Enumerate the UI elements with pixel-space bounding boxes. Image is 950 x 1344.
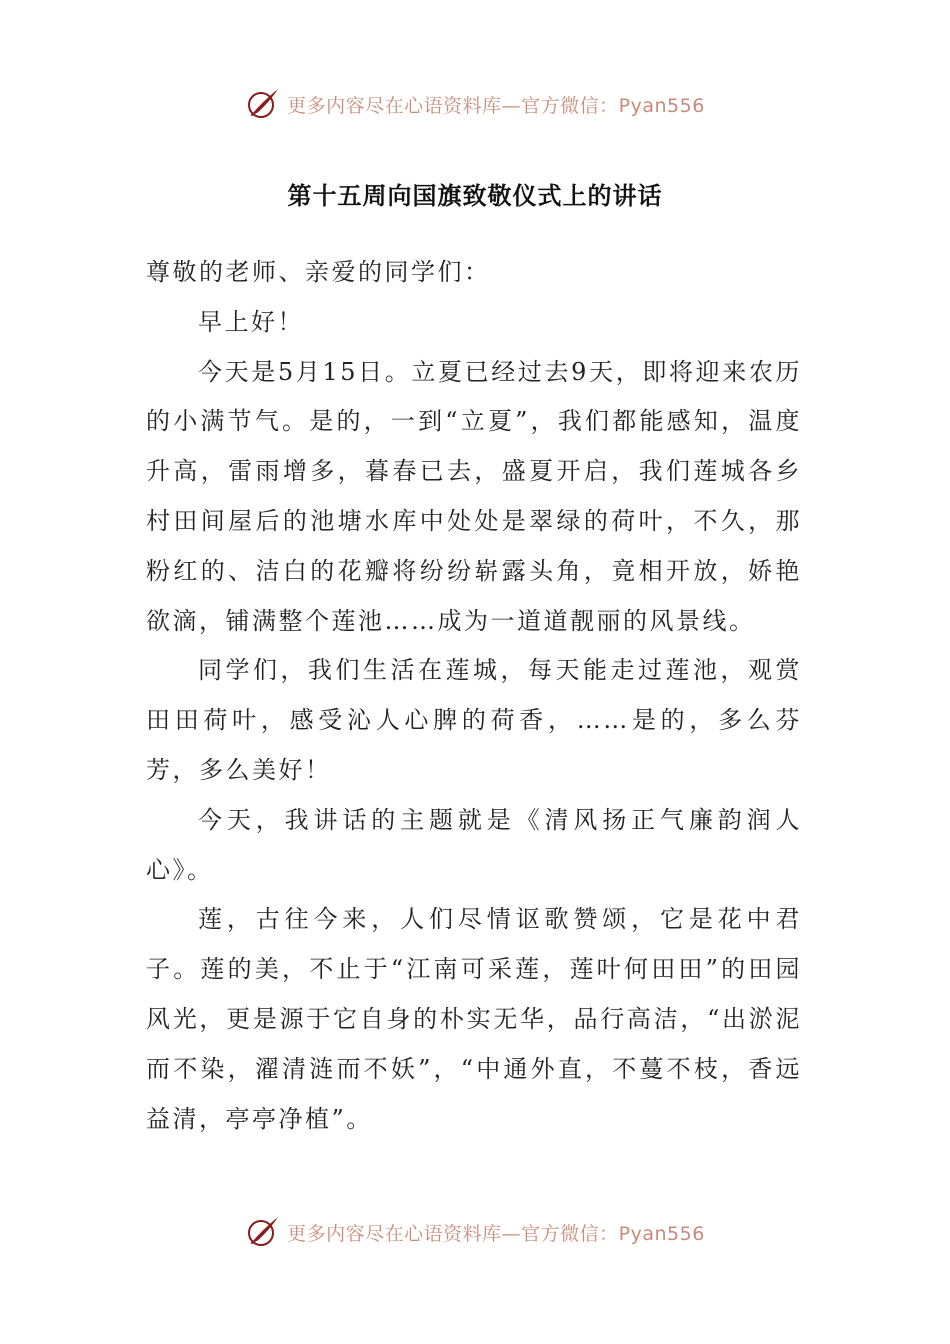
paragraph: 同学们，我们生活在莲城，每天能走过莲池，观赏田田荷叶，感受沁人心脾的荷香，……是的，多么芬芳，多么美好！ — [146, 656, 802, 784]
footer-banner — [0, 1210, 950, 1254]
banner-text: 更多内容尽在心语资料库—官方微信：Pyan556 — [287, 1222, 705, 1245]
paragraph-theme: 今天，我讲话的主题就是《清风扬正气廉韵润人心》。 — [146, 805, 802, 884]
paragraph-greeting: 早上好！ — [198, 307, 304, 336]
speech-body — [146, 248, 802, 1144]
wechat-id: Pyan556 — [618, 1222, 705, 1245]
header-banner — [0, 82, 950, 126]
quill-pen-logo-icon — [245, 86, 281, 122]
paragraph-salutation: 尊敬的老师、亲爱的同学们： — [146, 258, 491, 286]
paragraph: 今天是5月15日。立夏已经过去9天，即将迎来农历的小满节气。是的，一到“立夏”，我们都能感知，温度升高，雷雨增多，暮春已去，盛夏开启，我们莲城各乡村田间屋后的池塘水库中处处是翠绿的荷叶，不久，那粉红的、洁白的花瓣将纷纷崭露头角，竟相开放，娇艳欲滴，铺满整个莲池……成为一道道靓丽的风景线。 — [146, 357, 802, 635]
quill-pen-logo-icon — [245, 1214, 281, 1250]
paragraph: 莲，古往今来，人们尽情讴歌赞颂，它是花中君子。莲的美，不止于“江南可采莲，莲叶何田田”的田园风光，更是源于它自身的朴实无华，品行高洁，“出淤泥而不染，濯清涟而不妖”，“中通外直，不蔓不枝，香远益清，亭亭净植”。 — [146, 905, 802, 1133]
banner-text: 更多内容尽在心语资料库—官方微信：Pyan556 — [287, 94, 705, 117]
page-title: 第十五周向国旗致敬仪式上的讲话 — [287, 182, 663, 210]
wechat-id: Pyan556 — [618, 94, 705, 117]
